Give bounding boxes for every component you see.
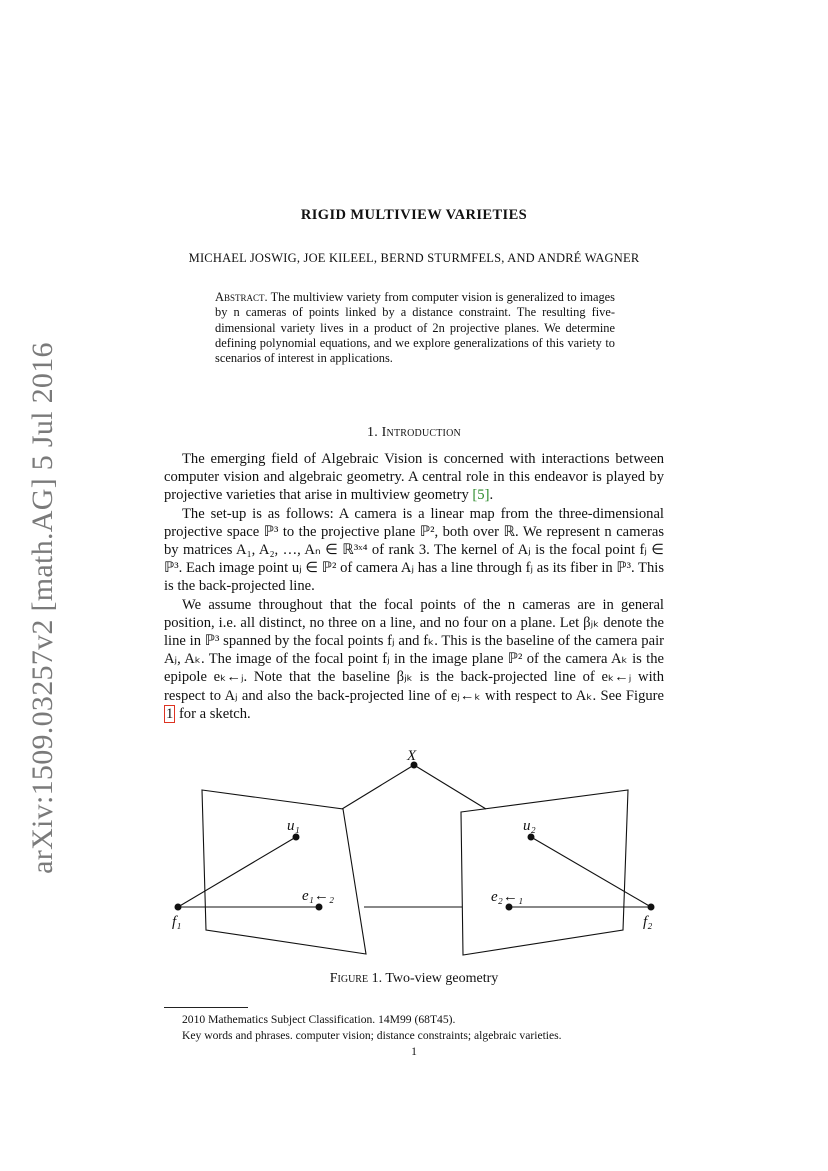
label-u2: u₂	[523, 818, 536, 834]
section-number: 1.	[367, 425, 378, 440]
page-number: 1	[411, 1045, 417, 1058]
paragraph-3-end: for a sketch.	[175, 705, 251, 722]
footnote-rule	[164, 1007, 248, 1008]
label-x: X	[407, 748, 417, 764]
arxiv-identifier-text: arXiv:1509.03257v2 [math.AG] 5 Jul 2016	[26, 341, 59, 874]
label-f1: f₁	[172, 914, 182, 930]
point-f2	[648, 904, 655, 911]
ray-x-right	[414, 765, 486, 809]
abstract-lead: Abstract.	[215, 290, 268, 304]
paragraph-3	[164, 596, 664, 723]
label-u1: u₁	[287, 818, 300, 834]
two-view-geometry-figure	[160, 740, 670, 965]
image-plane-right	[461, 790, 628, 955]
point-f1	[175, 904, 182, 911]
abstract	[215, 290, 615, 366]
paragraph-2: The set-up is as follows: A camera is a linear map from the three-dimensional projective space ℙ³ to the projective plane ℙ², both over ℝ. We represent n cameras by matrices A₁, A₂, …, Aₙ ∈ ℝ³ˣ⁴ of rank 3. The kernel of Aⱼ is the focal point fⱼ ∈ ℙ³. Each image point uⱼ ∈ ℙ² of camera Aⱼ has a line through fⱼ as its fiber in ℙ³. This is the back-projected line.	[164, 505, 664, 595]
introduction-body	[164, 450, 664, 723]
footnotes	[182, 1012, 662, 1043]
section-heading	[0, 425, 828, 441]
caption-text: Two-view geometry	[385, 971, 499, 986]
paper-authors: MICHAEL JOSWIG, JOE KILEEL, BERND STURMFELS, AND ANDRÉ WAGNER	[188, 251, 640, 265]
footnote-keywords: Key words and phrases. computer vision; distance constraints; algebraic varieties.	[182, 1028, 562, 1042]
figure-link[interactable]: 1	[166, 705, 174, 722]
paragraph-1-text: The emerging field of Algebraic Vision is concerned with interactions between computer vision and algebraic geometry. A central role in this endeavor is played by projective varieties that arise in multiview geometry	[164, 451, 664, 504]
citation-link[interactable]: [5]	[472, 487, 490, 504]
point-u1	[293, 834, 300, 841]
abstract-text: The multiview variety from computer vision is generalized to images by n cameras of points linked by a distance constraint. The resulting five-dimensional variety lives in a product of 2n projective planes. We determine defining polynomial equations, and we explore generalizations of this variety to scenarios of interest in applications.	[215, 290, 615, 366]
image-plane-left	[202, 790, 366, 954]
point-u2	[528, 834, 535, 841]
point-e12	[316, 904, 323, 911]
figure-caption	[0, 971, 828, 987]
footnote-msc: 2010 Mathematics Subject Classification. 14M99 (68T45).	[182, 1013, 456, 1026]
paragraph-3-text: We assume throughout that the focal points of the n cameras are in general position, i.e. all distinct, no three on a line, and no four on a plane. Let βⱼₖ denote the line in ℙ³ spanned by the focal points fⱼ and fₖ. This is the baseline of the camera pair Aⱼ, Aₖ. The image of the focal point fⱼ in the image plane ℙ² of the camera Aₖ is the epipole eₖ←ⱼ. Note that the baseline βⱼₖ is the back-projected line of eₖ←ⱼ with respect to Aⱼ and also the back-projected line of eⱼ←ₖ with respect to Aₖ. See Figure	[164, 596, 664, 704]
label-e21: e₂←₁	[491, 889, 524, 905]
paragraph-1	[164, 450, 664, 505]
label-f2: f₂	[643, 914, 653, 930]
paper-title: RIGID MULTIVIEW VARIETIES	[300, 207, 528, 223]
paragraph-1-end: .	[489, 487, 494, 504]
ray-f2-u2	[531, 837, 651, 907]
section-title: Introduction	[381, 425, 461, 440]
ray-x-left	[342, 765, 414, 809]
caption-prefix: Figure 1.	[329, 971, 383, 986]
ray-f1-u1	[178, 837, 296, 907]
label-e12: e₁←₂	[302, 888, 335, 904]
